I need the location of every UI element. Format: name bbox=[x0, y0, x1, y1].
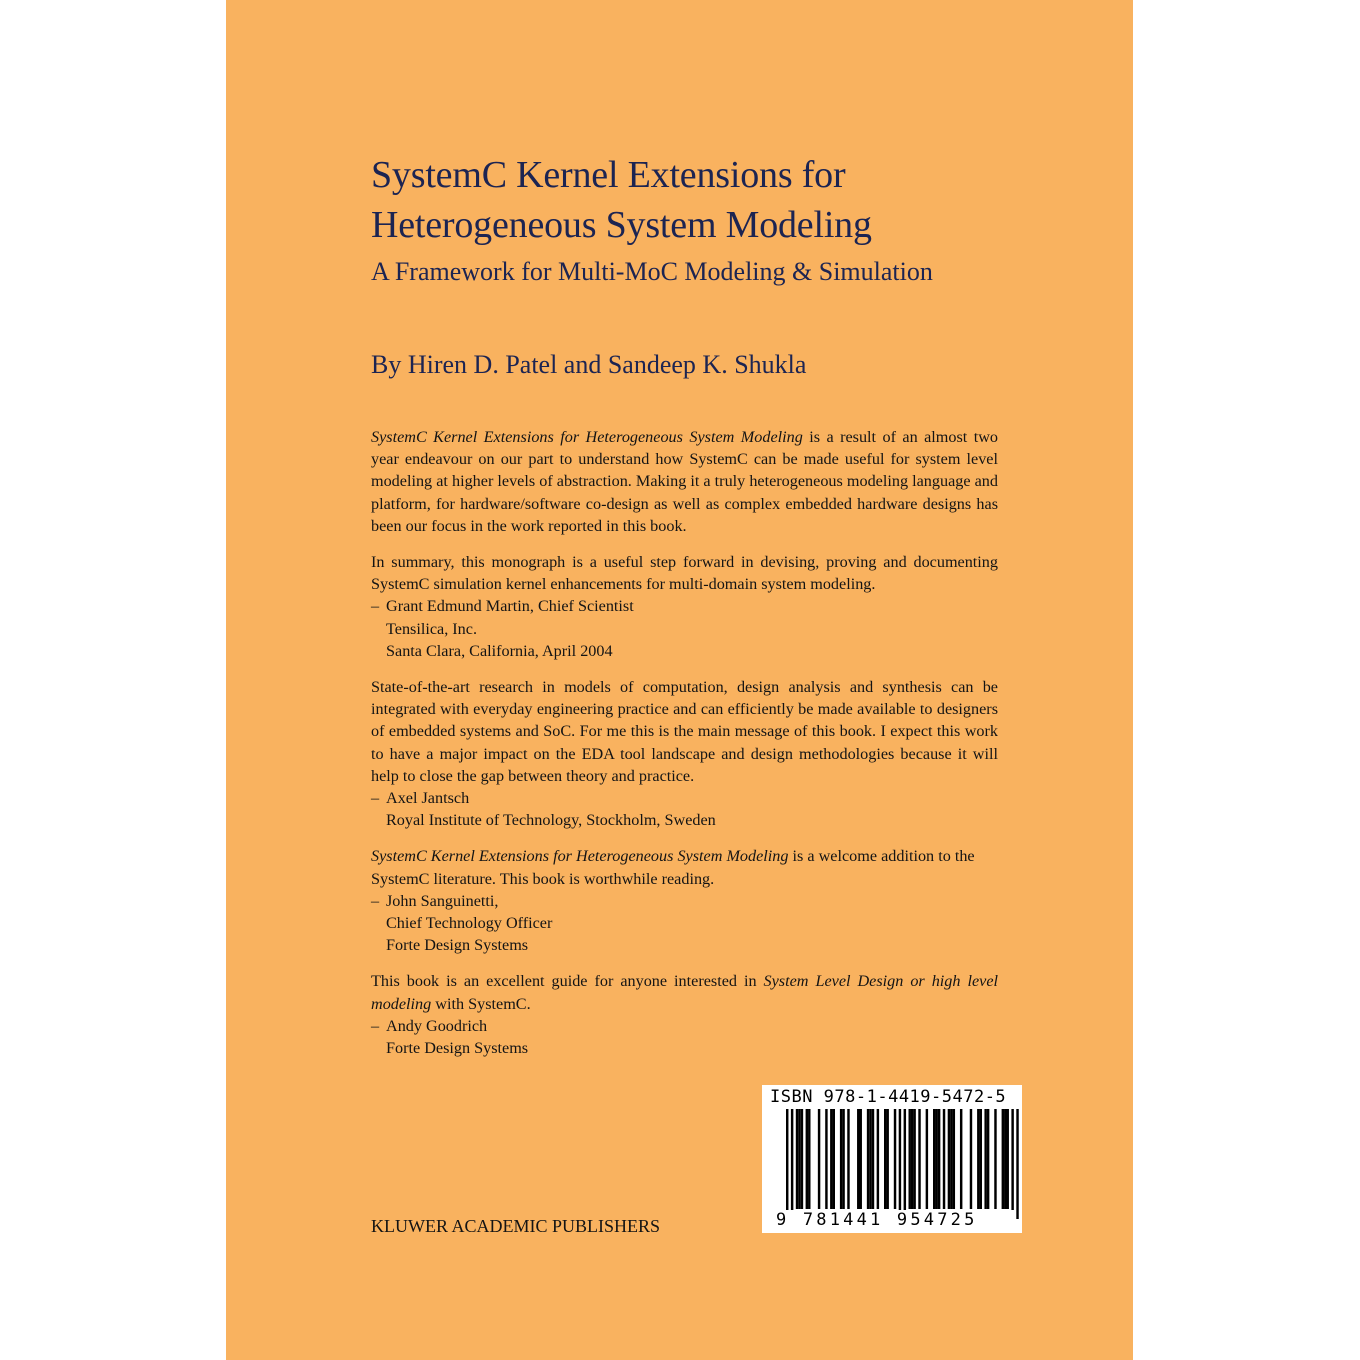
blurb-paragraph-1-text: is a result of an almost two year endeavour on our part to understand how SystemC can be made useful for system level modeling at higher levels of abstraction. Making it a truly heterogeneous modeling language and platform, for hardware/software co-design as well as complex embedded hardware designs has been our focus in the work reported in this book. bbox=[371, 428, 998, 535]
barcode-bar bbox=[904, 1109, 906, 1219]
blurb-paragraph-1 bbox=[371, 426, 998, 537]
barcode-bar bbox=[825, 1109, 827, 1209]
quote-sanguinetti-text: is a welcome addition to the SystemC literature. This book is worthwhile reading. bbox=[371, 847, 975, 888]
book-title-line-2: Heterogeneous System Modeling bbox=[371, 204, 872, 246]
barcode-bar bbox=[886, 1109, 888, 1209]
quote-goodrich bbox=[371, 970, 998, 1014]
barcode-bar bbox=[953, 1109, 955, 1209]
attribution-name: John Sanguinetti, bbox=[386, 891, 499, 910]
barcode-bar bbox=[872, 1109, 874, 1209]
barcode-bar bbox=[933, 1109, 935, 1209]
attribution-dash: – bbox=[371, 891, 380, 910]
quote-martin: In summary, this monograph is a useful step forward in devising, proving and documenting SystemC simulation kernel enhancements for multi-domain system modeling. bbox=[371, 553, 998, 594]
book-title-line-1: SystemC Kernel Extensions for bbox=[371, 154, 846, 196]
attribution-name: Andy Goodrich bbox=[386, 1016, 488, 1035]
quote-sanguinetti bbox=[371, 845, 998, 889]
quote-jantsch-attribution bbox=[371, 787, 998, 831]
barcode-bar bbox=[899, 1109, 901, 1219]
attribution-dash: – bbox=[371, 1016, 380, 1035]
barcode-bar bbox=[1016, 1109, 1018, 1219]
attribution-dash: – bbox=[371, 789, 380, 808]
book-authors: By Hiren D. Patel and Sandeep K. Shukla bbox=[371, 350, 807, 379]
barcode-bar bbox=[948, 1109, 950, 1209]
publisher-name: KLUWER ACADEMIC PUBLISHERS bbox=[371, 1216, 661, 1236]
barcode-bar bbox=[950, 1109, 952, 1209]
attribution-line: Chief Technology Officer bbox=[386, 914, 553, 933]
barcode-bar bbox=[796, 1109, 798, 1209]
quote-sanguinetti-attribution bbox=[371, 890, 998, 957]
barcode-bar bbox=[791, 1109, 793, 1219]
barcode-bar bbox=[984, 1109, 986, 1209]
barcode-bar bbox=[938, 1109, 940, 1209]
barcode-bar bbox=[842, 1109, 844, 1209]
barcode-bar bbox=[867, 1109, 869, 1209]
barcode-bar bbox=[1011, 1109, 1013, 1219]
isbn-label: ISBN 978-1-4419-5472-5 bbox=[770, 1087, 1007, 1107]
title-block bbox=[371, 150, 1111, 290]
barcode-bar bbox=[798, 1109, 800, 1209]
barcode-bar bbox=[935, 1109, 937, 1209]
barcode-bar bbox=[943, 1109, 945, 1209]
barcode-bar bbox=[808, 1109, 810, 1209]
barcode-bar bbox=[847, 1109, 849, 1209]
barcode-bar bbox=[913, 1109, 915, 1209]
barcode-bar bbox=[911, 1109, 913, 1209]
barcode-bar bbox=[977, 1109, 979, 1209]
barcode-bar bbox=[1002, 1109, 1004, 1209]
barcode-bar bbox=[833, 1109, 835, 1209]
barcode-bar bbox=[818, 1109, 820, 1209]
barcode-bar bbox=[860, 1109, 862, 1209]
barcode-bar bbox=[840, 1109, 842, 1209]
quote-jantsch: State-of-the-art research in models of computation, design analysis and synthesis can be integrated with everyday engineering practice and can efficiently be made available to designers of embedded systems and SoC. For me this is the main message of this book. I expect this work to have a major impact on the EDA tool landscape and design methodologies because it will help to close the gap between theory and practice. bbox=[371, 678, 998, 785]
barcode-bar bbox=[926, 1109, 928, 1209]
barcode-bar bbox=[830, 1109, 832, 1209]
barcode-bar bbox=[980, 1109, 982, 1209]
attribution-dash: – bbox=[371, 597, 380, 616]
quote-goodrich-end: with SystemC. bbox=[431, 994, 531, 1013]
blurb-body bbox=[371, 426, 998, 1073]
barcode-bar bbox=[987, 1109, 989, 1209]
quote-goodrich-start: This book is an excellent guide for anyone interested in bbox=[371, 972, 764, 991]
barcode-bar bbox=[960, 1109, 962, 1209]
barcode-bar bbox=[970, 1109, 972, 1209]
attribution-line: Tensilica, Inc. bbox=[386, 619, 478, 638]
isbn-barcode bbox=[762, 1085, 1022, 1233]
book-back-cover bbox=[226, 0, 1133, 1360]
attribution-line: Royal Institute of Technology, Stockholm, Sweden bbox=[386, 811, 716, 830]
barcode-bar bbox=[909, 1109, 911, 1209]
barcode-bar bbox=[894, 1109, 896, 1209]
quote-goodrich-italic: System Level Design or high level modeling bbox=[371, 972, 999, 1013]
barcode-bar bbox=[801, 1109, 803, 1209]
attribution-line: Forte Design Systems bbox=[386, 936, 529, 955]
attribution-name: Grant Edmund Martin, Chief Scientist bbox=[386, 597, 634, 616]
attribution-line: Forte Design Systems bbox=[386, 1039, 529, 1058]
barcode-bar bbox=[857, 1109, 859, 1209]
quote-goodrich-attribution bbox=[371, 1015, 998, 1059]
barcode-bar bbox=[877, 1109, 879, 1209]
book-title-italic: SystemC Kernel Extensions for Heterogeneous System Modeling bbox=[371, 428, 803, 446]
book-subtitle: A Framework for Multi-MoC Modeling & Simulation bbox=[371, 257, 933, 286]
attribution-line: Santa Clara, California, April 2004 bbox=[386, 641, 613, 660]
barcode-bar bbox=[1004, 1109, 1006, 1209]
barcode-bar bbox=[884, 1109, 886, 1209]
barcode-bar bbox=[806, 1109, 808, 1209]
barcode-digits: 9 781441 954725 bbox=[776, 1210, 1016, 1230]
barcode-bar bbox=[994, 1109, 996, 1209]
barcode-bar bbox=[918, 1109, 920, 1209]
quote-martin-attribution bbox=[371, 595, 998, 662]
barcode-bar bbox=[1007, 1109, 1009, 1209]
attribution-name: Axel Jantsch bbox=[386, 789, 470, 808]
book-title-italic: SystemC Kernel Extensions for Heterogeneous System Modeling bbox=[371, 847, 789, 866]
barcode-bar bbox=[786, 1109, 788, 1219]
barcode-bar bbox=[869, 1109, 871, 1209]
